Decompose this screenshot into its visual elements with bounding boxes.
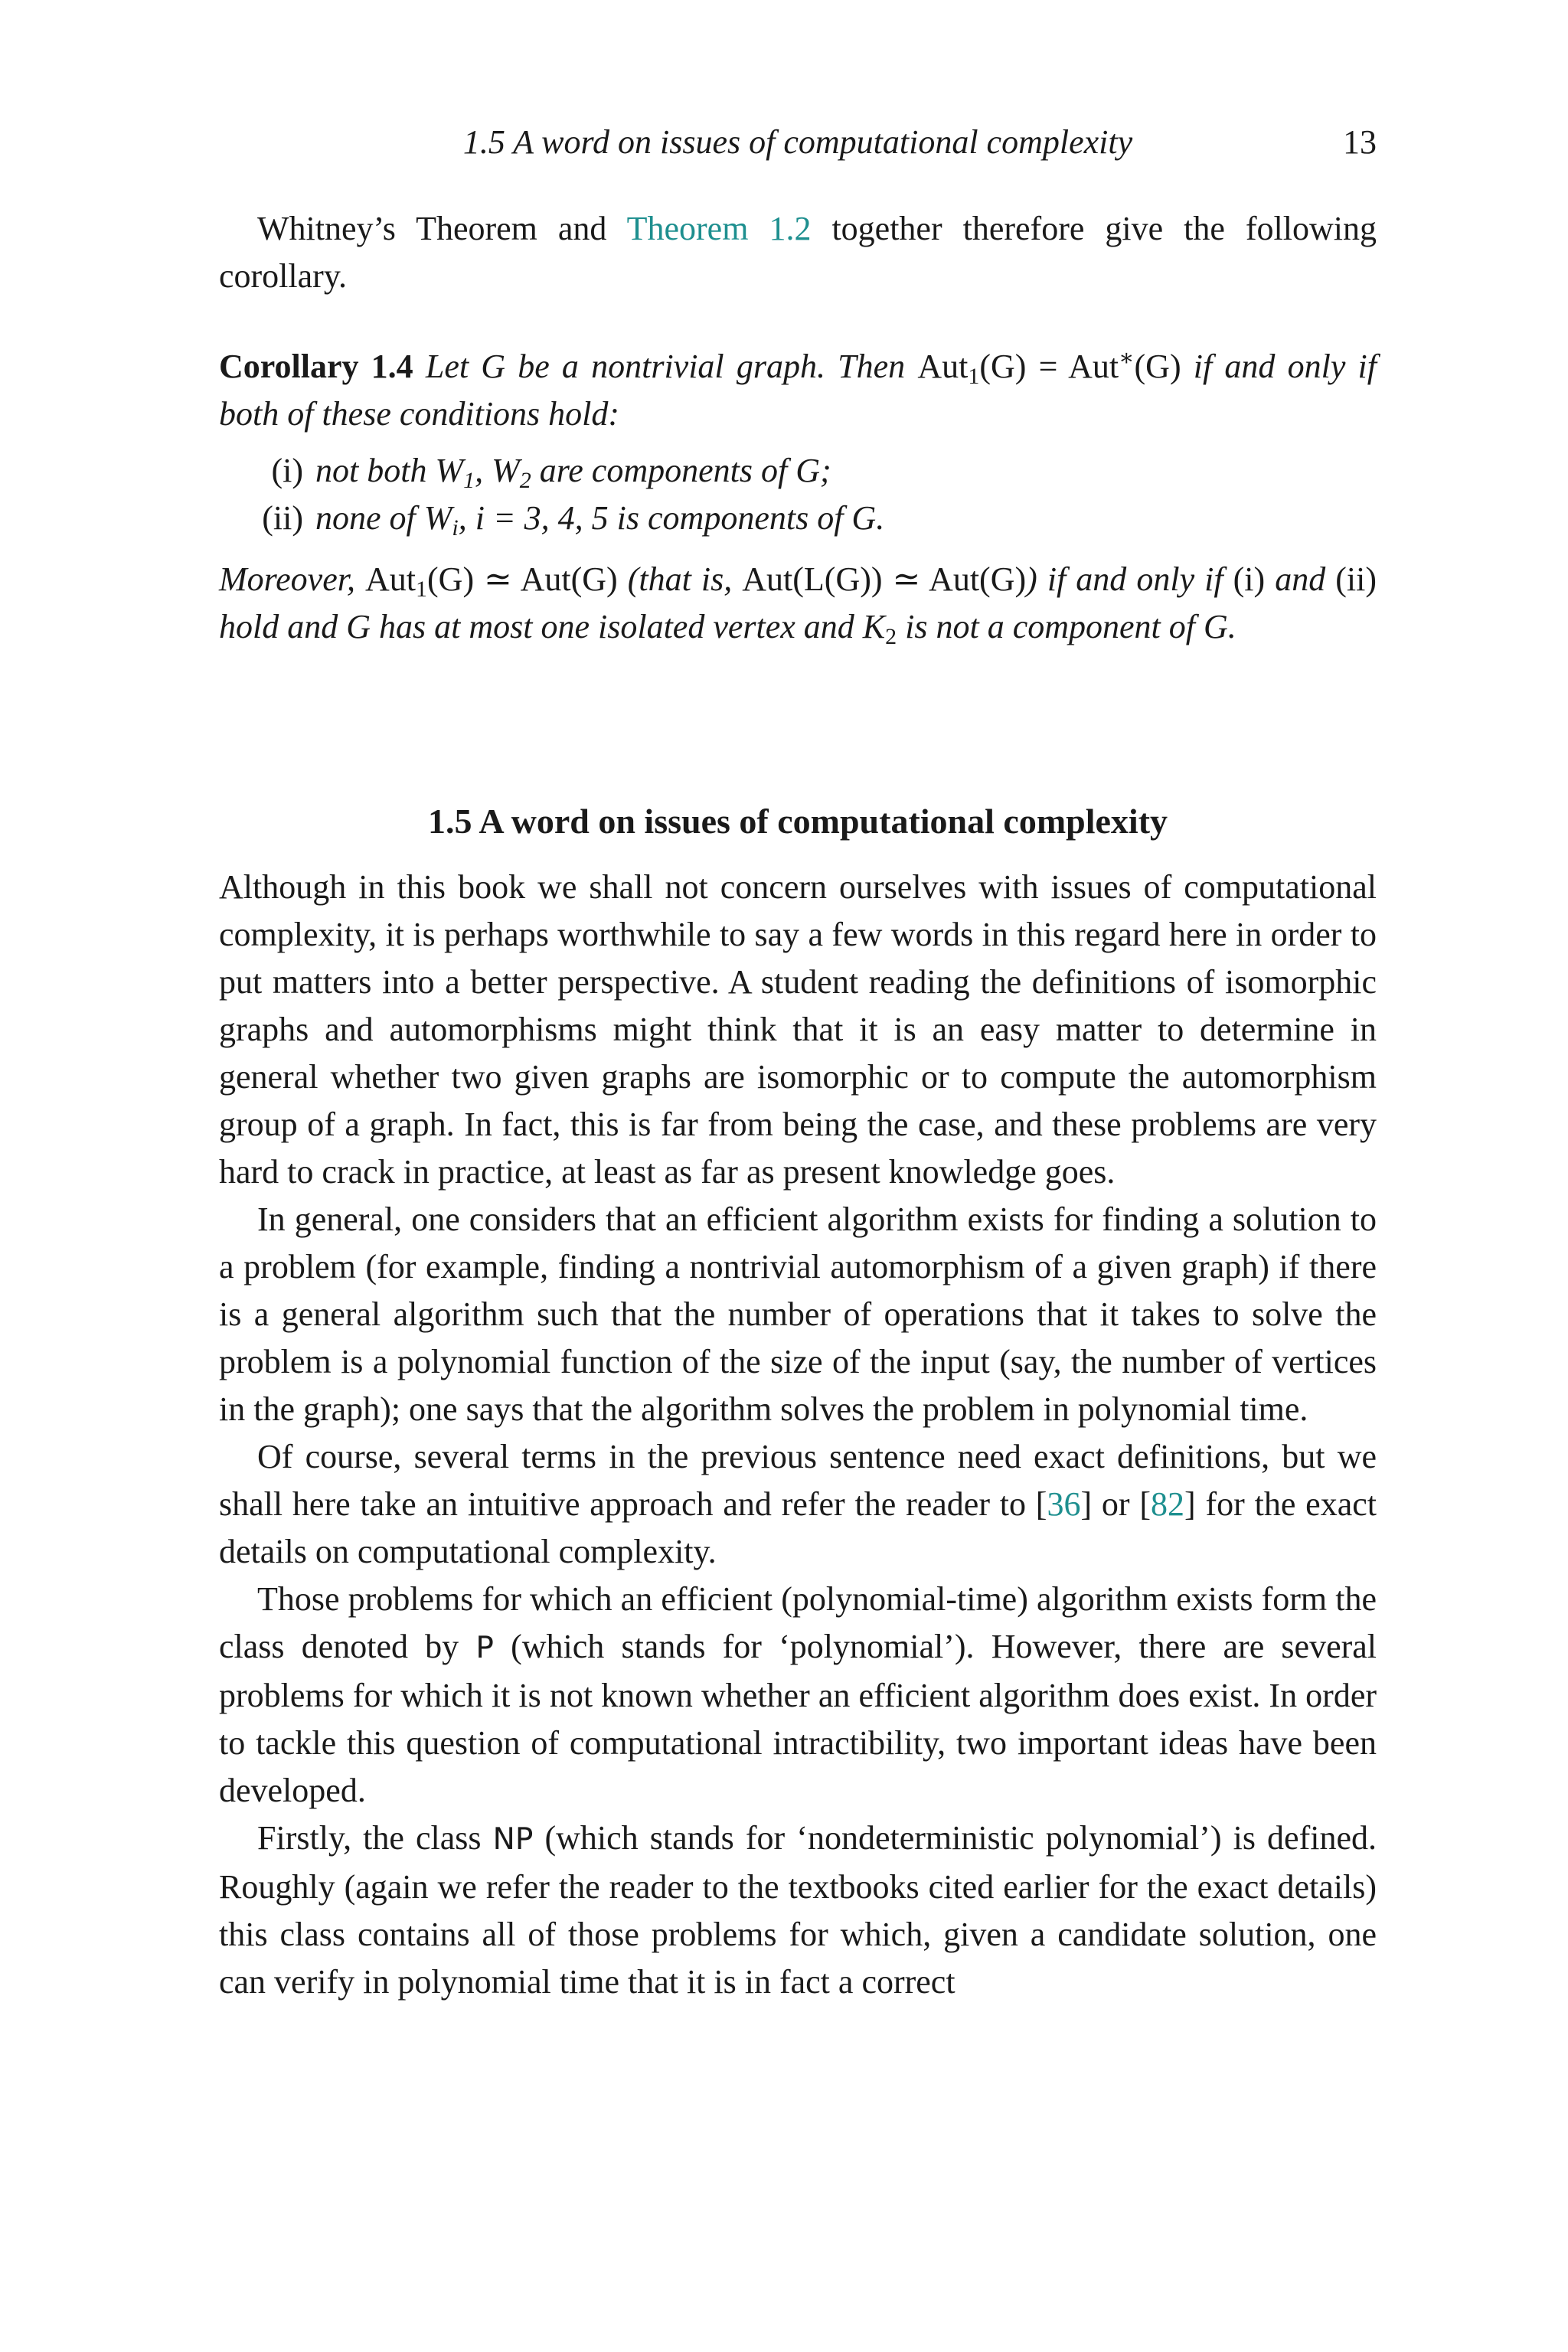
condition-i-text-a: not both W [315,452,464,489]
class-np: NP [492,1822,534,1857]
condition-ii [219,495,1377,542]
condition-ii-text-b: , i = 3, 4, 5 is components of G. [458,499,885,537]
paragraph-2: In general, one considers that an efficient algorithm exists for finding a solution to a problem (for example, finding a nontrivial automorphism of a given graph) if there is a general algorithm such that the number of operations that it takes to solve the problem is a polynomial function of the size of the input (say, the number of vertices in the graph); one says that the algorithm solves the problem in polynomial time. [219,1200,1377,1428]
intro-paragraph [219,205,1377,300]
aut1-subscript: 1 [968,364,980,389]
section-body [219,864,1377,2006]
p5-text-b: (which stands for ‘nondeterministic polynomial’) is defined. Roughly (again we refer the reader to the textbooks cited earlier for the exact details) this class contains all of those problems for which, given a candidate solution, one can verify in polynomial time that it is in fact a correct [219,1819,1377,2001]
corollary-label: Corollary 1.4 [219,348,413,385]
condition-i [219,447,1377,495]
section-heading: 1.5 A word on issues of computational complexity [427,802,1168,841]
p3-text-c: ] for the exact details on computational complexity. [219,1485,1377,1570]
moreover-t3: ) if and only if [1026,560,1233,598]
p3-text-a: Of course, several terms in the previous sentence need exact definitions, but we shall here take an intuitive approach and refer the reader to [ [219,1438,1377,1523]
paragraph-1: Although in this book we shall not concern ourselves with issues of computational complexity, it is perhaps worthwhile to say a few words in this regard here in order to put matters into a better perspective. A student reading the definitions of isomorphic graphs and automorphisms might think that it is an easy matter to determine in general whether two given graphs are isomorphic or to compute the automorphism group of a graph. In fact, this is far from being the case, and these problems are very hard to crack in practice, at least as far as present knowledge goes. [219,868,1377,1191]
corollary-moreover [219,556,1377,651]
intro-text-a: Whitney’s Theorem and [257,210,627,247]
moreover-t5: hold and G has at most one isolated vertex and K [219,608,886,645]
condition-ii-text-a: none of W [315,499,452,537]
paragraph-3 [219,1433,1377,1576]
moreover-t2: (that is, [617,560,743,598]
corollary-statement [219,343,1377,438]
moreover-t6: is not a component of G. [897,608,1236,645]
moreover-aut1: Aut [365,560,416,598]
condition-i-sub1: 1 [463,468,475,493]
moreover-r1: (i) [1233,560,1266,598]
aut1-base: Aut [917,348,969,385]
moreover-k-sub: 2 [885,624,897,649]
page-header [219,122,1377,168]
condition-i-text-c: are components of G; [531,452,831,489]
running-title: 1.5 A word on issues of computational complexity [462,123,1133,161]
citation-36-link[interactable]: 36 [1047,1485,1081,1523]
corollary-text-a: Let G be a nontrivial graph. Then [413,348,918,385]
moreover-aut1-sub: 1 [416,577,428,602]
autstar-arg: (G) [1134,348,1181,385]
corollary-text-b: if and only if both of these conditions hold: [219,348,1377,433]
moreover-aut1-arg: (G) ≃ Aut(G) [427,560,618,598]
p5-text-a: Firstly, the class [257,1819,493,1857]
moreover-t1: Moreover, [219,560,366,598]
condition-i-text-b: , W [475,452,520,489]
theorem-1-2-link[interactable]: Theorem 1.2 [626,210,812,247]
autstar-superscript: ∗ [1119,345,1135,371]
condition-i-label: (i) [271,452,303,489]
paragraph-5 [219,1815,1377,2006]
paragraph-4 [219,1576,1377,1815]
condition-ii-label: (ii) [262,499,303,537]
autstar-base: Aut [1068,348,1119,385]
class-p: P [475,1631,494,1665]
intro-text-b: together therefore give the following corollary. [219,210,1377,295]
page-number: 13 [1343,123,1377,161]
aut1-arg: (G) = [979,348,1069,385]
citation-82-link[interactable]: 82 [1151,1485,1185,1523]
p4-text-a: Those problems for which an efficient (polynomial-time) algorithm exists form the class denoted by [219,1580,1377,1665]
moreover-m2: Aut(L(G)) ≃ Aut(G) [742,560,1027,598]
moreover-t4: and [1265,560,1336,598]
p4-text-b: (which stands for ‘polynomial’). However, there are several problems for which it is not known whether an efficient algorithm does exist. In order to tackle this question of computational intractibility, two important ideas have been developed. [219,1628,1377,1809]
moreover-r2: (ii) [1335,560,1377,598]
p3-text-b: ] or [ [1080,1485,1152,1523]
condition-ii-sub1: i [452,515,459,541]
condition-i-sub2: 2 [519,468,531,493]
